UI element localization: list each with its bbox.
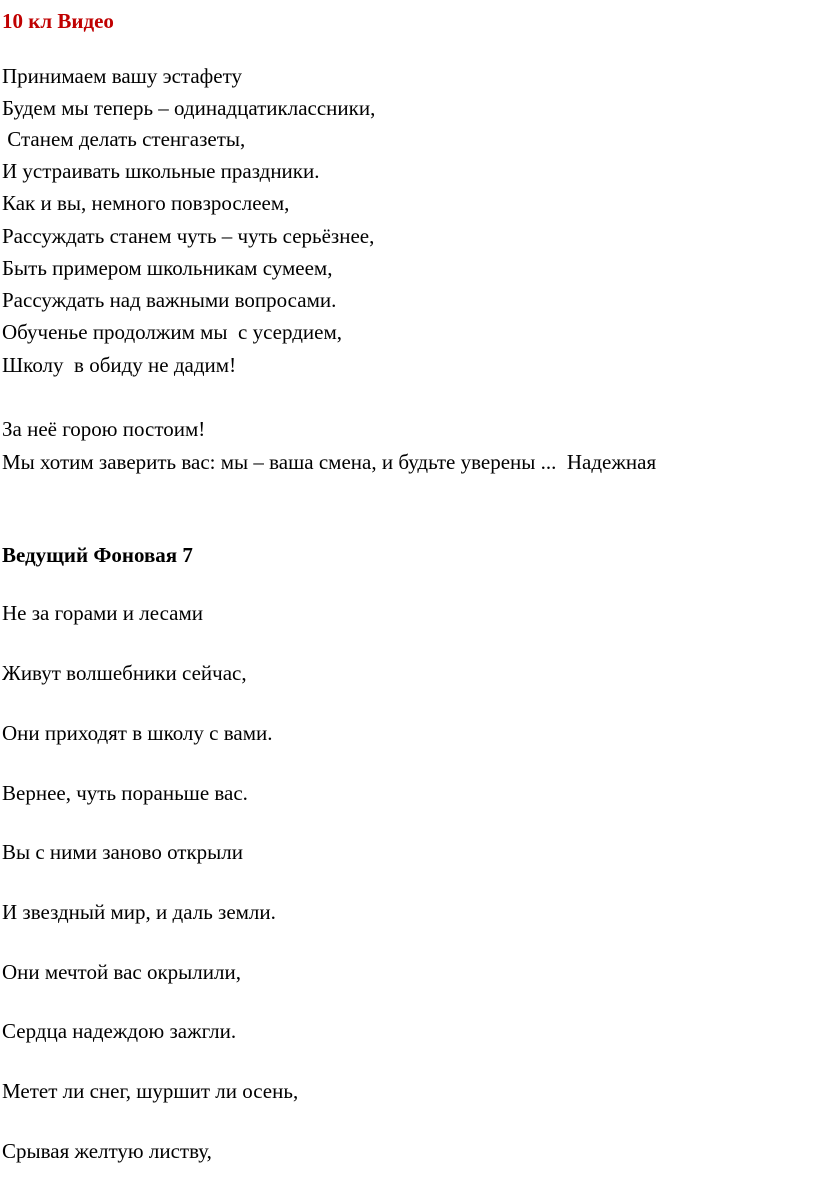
stanza1-line: И устраивать школьные праздники.	[2, 159, 320, 183]
poem-line: Не за горами и лесами	[2, 601, 204, 625]
poem-line: Живут волшебники сейчас,	[2, 661, 247, 685]
stanza1-line: Будем мы теперь – одинадцатиклассники,	[2, 96, 376, 120]
stanza1-line: Принимаем вашу эстафету	[2, 64, 243, 88]
poem-line: Срывая желтую листву,	[2, 1139, 212, 1163]
stanza2-line: За неё горою постоим!	[2, 417, 206, 441]
poem-line: Вернее, чуть пораньше вас.	[2, 781, 248, 805]
stanza1-line: Станем делать стенгазеты,	[2, 127, 246, 151]
poem-line: Они приходят в школу с вами.	[2, 721, 273, 745]
poem-line: Метет ли снег, шуршит ли осень,	[2, 1079, 299, 1103]
stanza1-line: Обученье продолжим мы с усердием,	[2, 320, 342, 344]
section-heading: Ведущий Фоновая 7	[2, 543, 193, 567]
stanza1-line: Рассуждать станем чуть – чуть серьёзнее,	[2, 224, 375, 248]
poem-line: Вы с ними заново открыли	[2, 840, 243, 864]
stanza1-line: Как и вы, немного повзрослеем,	[2, 191, 290, 215]
stanza1-line: Рассуждать над важными вопросами.	[2, 288, 337, 312]
poem-line: Сердца надеждою зажгли.	[2, 1019, 237, 1043]
stanza1-line: Быть примером школьникам сумеем,	[2, 256, 333, 280]
poem-line: Они мечтой вас окрылили,	[2, 960, 241, 984]
document-heading: 10 кл Видео	[2, 9, 114, 33]
stanza2-line: Мы хотим заверить вас: мы – ваша смена, и будьте уверены ... Надежная	[2, 450, 657, 474]
poem-line: И звездный мир, и даль земли.	[2, 900, 276, 924]
stanza1-line: Школу в обиду не дадим!	[2, 353, 237, 377]
